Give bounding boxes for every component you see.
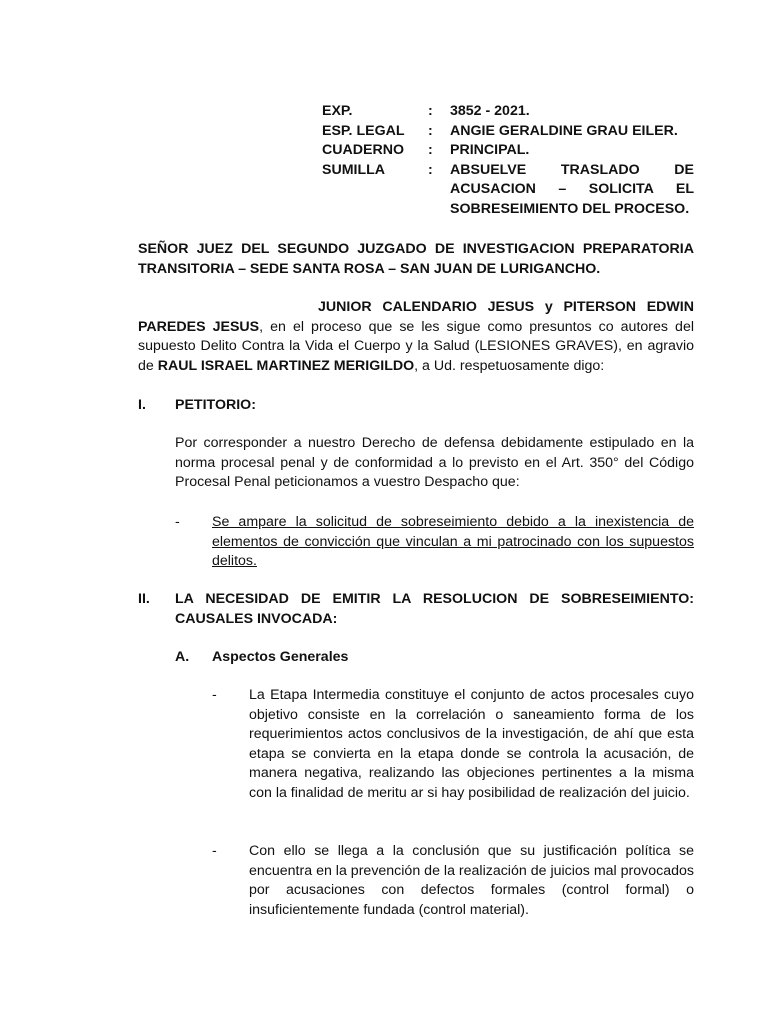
header-key: SUMILLA xyxy=(322,161,386,178)
section-numeral: I. xyxy=(138,397,146,413)
petition-bullet: Se ampare la solicitud de sobreseimiento debido a la inexistencia de elementos de convicción que vinculan a mi patrocinado con los supuestos delitos. xyxy=(212,514,694,570)
addressee-line: TRANSITORIA – SEDE SANTA ROSA – SAN JUAN DE LURIGANCHO. xyxy=(138,260,601,277)
subsection-letter: A. xyxy=(175,649,190,665)
defendant-names-cont: PAREDES JESUS xyxy=(138,318,260,335)
section-title-line: LA NECESIDAD DE EMITIR LA RESOLUCION DE SOBRESEIMIENTO: xyxy=(175,591,694,607)
addressee-line: SEÑOR JUEZ DEL SEGUNDO JUZGADO DE INVESTIGACION PREPARATORIA xyxy=(138,241,694,257)
section-numeral: II. xyxy=(138,591,150,607)
intro-text-end: , a Ud. respetuosamente digo: xyxy=(414,357,605,374)
bullet-marker: - xyxy=(175,514,180,530)
header-colon: : xyxy=(428,161,433,178)
case-header xyxy=(322,102,694,220)
sumilla-line: ABSUELVE TRASLADO DE xyxy=(450,161,694,178)
sumilla-line: ACUSACION – SOLICITA EL xyxy=(450,181,694,198)
intro-text: , en el proceso que se les sigue como presuntos co autores del supuesto Delito Contra la Vida el Cuerpo y la Salud (LESIONES GRAVES), en agravio de xyxy=(138,318,694,374)
header-key: CUADERNO xyxy=(322,142,404,159)
subsection-title: Aspectos Generales xyxy=(212,649,349,665)
header-key: EXP. xyxy=(322,103,353,119)
petitorio-paragraph: Por corresponder a nuestro Derecho de defensa debidamente estipulado en la norma procesal penal y de conformidad a lo previsto en el Art. 350° del Código Procesal Penal peticionamos a vuestro Despacho que: xyxy=(175,435,694,491)
header-colon: : xyxy=(428,103,433,119)
intro-paragraph xyxy=(138,298,694,376)
header-value xyxy=(450,161,694,220)
sumilla-line: SOBRESEIMIENTO DEL PROCESO. xyxy=(450,200,690,217)
header-value: PRINCIPAL. xyxy=(450,142,530,159)
bullet-marker: - xyxy=(212,843,217,859)
header-row-esp-legal xyxy=(322,122,694,142)
bullet-marker: - xyxy=(212,687,217,703)
general-aspect-bullet: La Etapa Intermedia constituye el conjunto de actos procesales cuyo objetivo consiste en la correlación o saneamiento forma de los requerimientos actos conclusivos de la investigación, de ahí que esta etapa se convierta en la etapa donde se controla la acusación, de manera negativa, realizando las objeciones pertinentes a la misma con la finalidad de meritu ar si hay posibilidad de realización del juicio. xyxy=(249,687,694,801)
section-title-line: CAUSALES INVOCADA: xyxy=(175,610,338,627)
header-row-cuaderno xyxy=(322,141,694,161)
section-title xyxy=(175,590,694,629)
header-colon: : xyxy=(428,122,433,139)
header-row-sumilla xyxy=(322,161,694,220)
header-colon: : xyxy=(428,142,433,159)
header-row-exp xyxy=(322,102,694,122)
header-value: ANGIE GERALDINE GRAU EILER. xyxy=(450,122,678,139)
header-value: 3852 - 2021. xyxy=(450,103,530,119)
general-aspect-bullet: Con ello se llega a la conclusión que su justificación política se encuentra en la prevención de la realización de juicios mal provocados por acusaciones con defectos formales (control formal) o insuficientemente fundada (control material). xyxy=(249,843,694,918)
header-key: ESP. LEGAL xyxy=(322,122,405,139)
defendant-names: JUNIOR CALENDARIO JESUS y PITERSON EDWIN xyxy=(318,299,694,315)
section-title: PETITORIO: xyxy=(175,397,256,413)
victim-name: RAUL ISRAEL MARTINEZ MERIGILDO xyxy=(157,357,415,374)
addressee xyxy=(138,240,694,279)
